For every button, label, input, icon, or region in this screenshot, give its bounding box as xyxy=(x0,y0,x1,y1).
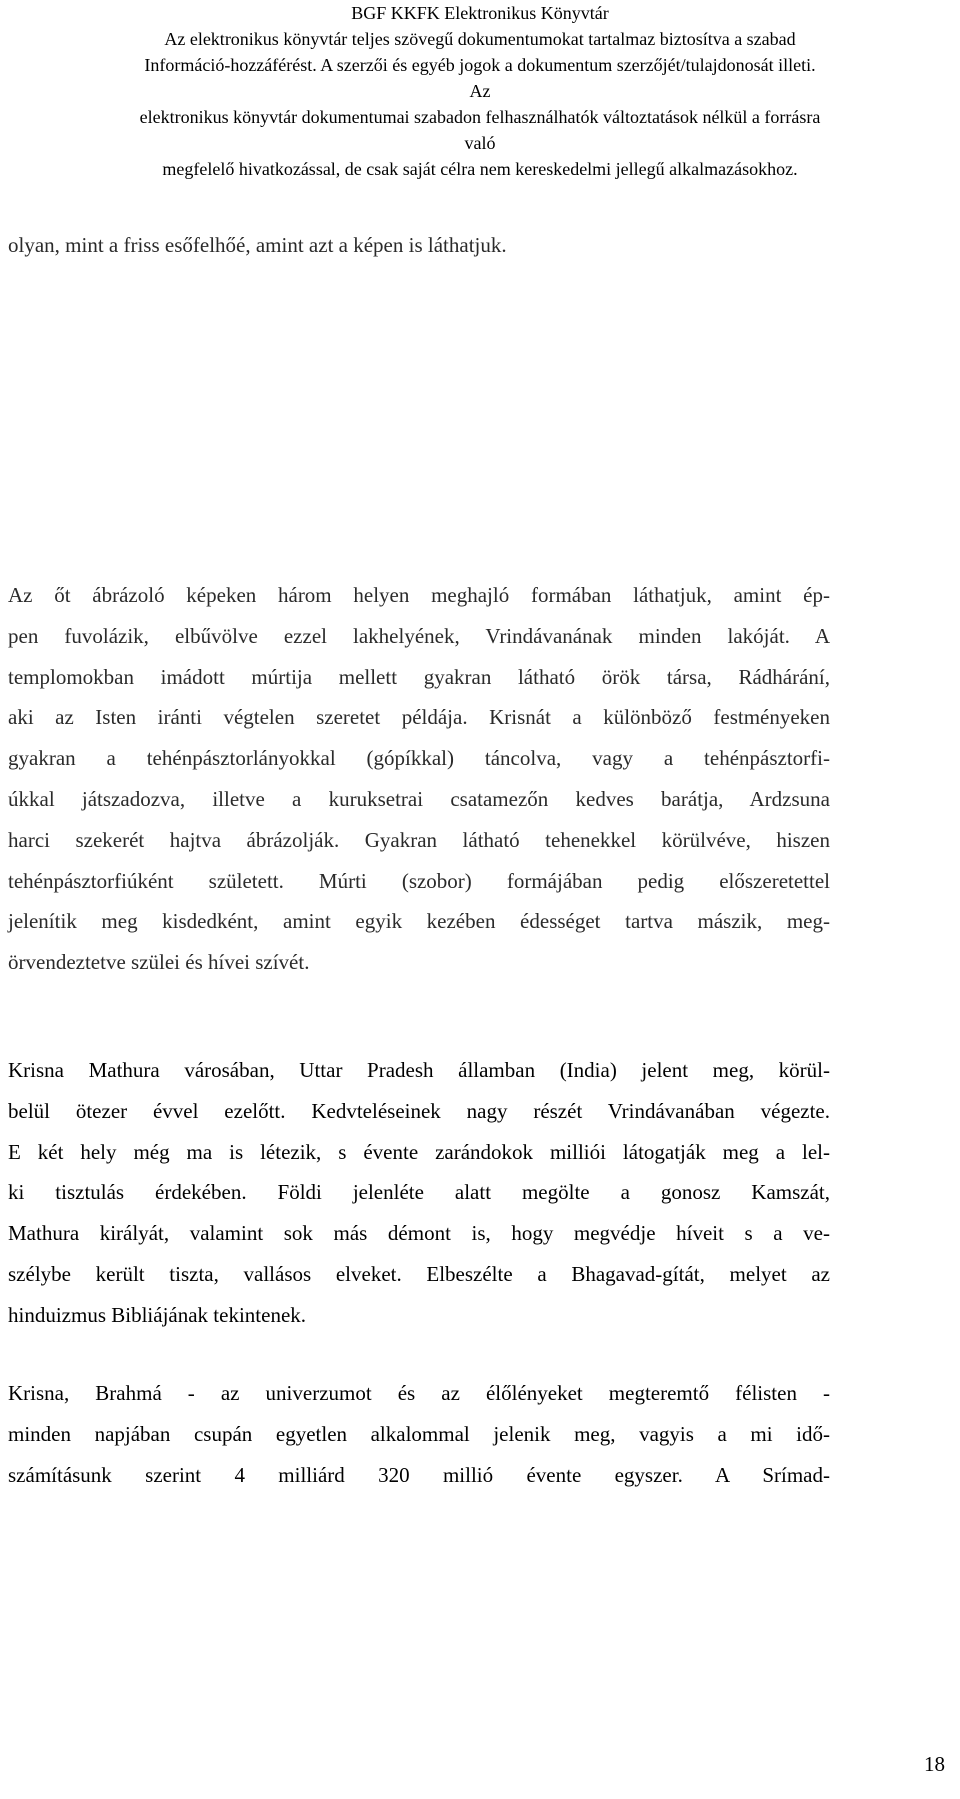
paragraph-depiction xyxy=(8,575,830,983)
text-line: Krisna, Brahmá - az univerzumot és az élőlényeket megteremtő félisten - xyxy=(8,1381,830,1405)
text-line: jelenítik meg kisdedként, amint egyik kezében édességet tartva mászik, meg- xyxy=(8,909,830,934)
text-line: aki az Isten iránti végtelen szeretet példája. Krisnát a különböző festményeken xyxy=(8,705,830,730)
text-line: templomokban imádott múrtija mellett gyakran látható örök társa, Rádhárání, xyxy=(8,664,830,689)
header-line: megfelelő hivatkozással, de csak saját célra nem kereskedelmi jellegű alkalmazásokhoz. xyxy=(162,159,798,179)
text-line: úkkal játszadozva, illetve a kuruksetrai csatamezőn kedves barátja, Ardzsuna xyxy=(8,786,830,811)
text-line: minden napjában csupán egyetlen alkalommal jelenik meg, vagyis a mi idő- xyxy=(8,1421,830,1446)
header-line: való xyxy=(464,133,496,153)
header-line: Az xyxy=(469,81,491,101)
text-line: belül ötezer évvel ezelőtt. Kedvteléseinek nagy részét Vrindávanában végezte. xyxy=(8,1098,830,1123)
text-line: olyan, mint a friss esőfelhőé, amint azt a képen is láthatjuk. xyxy=(8,233,507,257)
header-line: BGF KKFK Elektronikus Könyvtár xyxy=(351,3,609,23)
text-line: harci szekerét hajtva ábrázolják. Gyakran látható tehenekkel körülvéve, hiszen xyxy=(8,827,830,852)
text-line: számításunk szerint 4 milliárd 320 millió évente egyszer. A Srímad- xyxy=(8,1462,830,1487)
header-line: Információ-hozzáférést. A szerzői és egyéb jogok a dokumentum szerzőjét/tulajdonosát illeti. xyxy=(144,55,816,75)
text-line: ki tisztulás érdekében. Földi jelenléte alatt megölte a gonosz Kamszát, xyxy=(8,1180,830,1205)
text-line: hinduizmus Bibliájának tekintenek. xyxy=(8,1302,307,1327)
text-line: szélybe került tiszta, vallásos elveket. Elbeszélte a Bhagavad-gítát, melyet az xyxy=(8,1261,830,1286)
text-line: E két hely még ma is létezik, s évente zarándokok milliói látogatják meg a lel- xyxy=(8,1139,830,1164)
paragraph-mathura xyxy=(8,1050,830,1336)
library-header xyxy=(0,0,960,182)
text-line: gyakran a tehénpásztorlányokkal (gópíkkal) táncolva, vagy a tehénpásztorfi- xyxy=(8,746,830,771)
text-line: tehénpásztorfiúként született. Múrti (szobor) formájában pedig előszeretettel xyxy=(8,868,830,893)
text-line: Az őt ábrázoló képeken három helyen meghajló formában láthatjuk, amint ép- xyxy=(8,583,830,607)
text-line: Mathura királyát, valamint sok más démont is, hogy megvédje híveit s a ve- xyxy=(8,1221,830,1246)
header-line: elektronikus könyvtár dokumentumai szabadon felhasználhatók változtatások nélkül a forrásra xyxy=(139,107,821,127)
header-line: Az elektronikus könyvtár teljes szövegű dokumentumokat tartalmaz biztosítva a szabad xyxy=(164,29,796,49)
text-line: pen fuvolázik, elbűvölve ezzel lakhelyének, Vrindávanának minden lakóját. A xyxy=(8,623,830,648)
page-number: 18 xyxy=(924,1752,945,1776)
text-line: örvendeztetve szülei és hívei szívét. xyxy=(8,950,310,975)
paragraph-continuation xyxy=(8,225,830,265)
text-line: Krisna Mathura városában, Uttar Pradesh államban (India) jelent meg, körül- xyxy=(8,1058,830,1082)
paragraph-brahma xyxy=(8,1373,830,1495)
